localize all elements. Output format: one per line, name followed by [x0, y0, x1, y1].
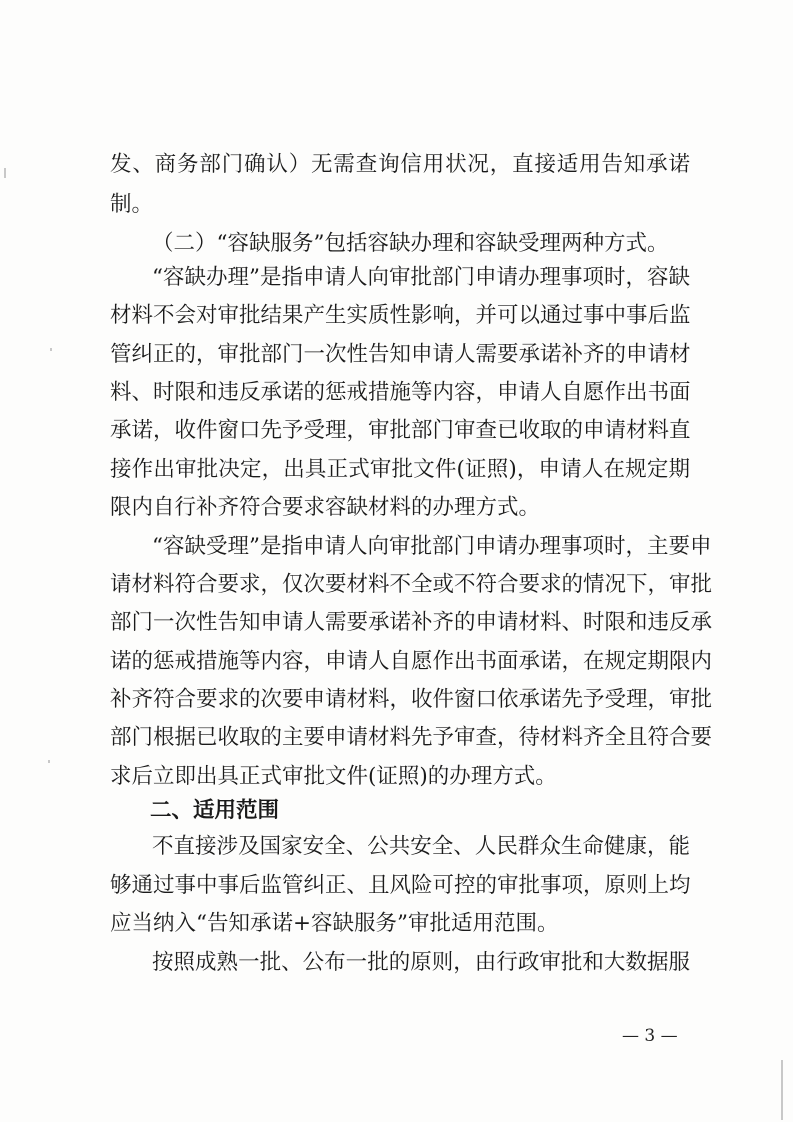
body-text-line: 发、商务部门确认）无需查询信用状况，直接适用告知承诺 [110, 152, 690, 177]
scan-edge-mark [4, 168, 6, 178]
body-text-line: 料、时限和违反承诺的惩戒措施等内容，申请人自愿作出书面 [110, 380, 691, 405]
scan-edge-mark [781, 1060, 783, 1120]
body-text-line: 求后立即出具正式审批文件(证照)的办理方式。 [110, 764, 557, 789]
body-text-line: 部门根据已收取的主要申请材料先予审查，待材料齐全且符合要 [110, 725, 713, 750]
scan-edge-mark [50, 348, 52, 351]
body-text-line: 承诺，收件窗口先予受理，审批部门审查已收取的申请材料直 [110, 418, 691, 443]
section-heading: 二、适用范围 [150, 798, 280, 823]
body-text-line: “容缺受理”是指申请人向审批部门申请办理事项时，主要申 [152, 534, 712, 559]
body-text-line: 补齐符合要求的次要申请材料，收件窗口依承诺先予受理，审批 [110, 687, 713, 712]
body-text-line: 管纠正的，审批部门一次性告知申请人需要承诺补齐的申请材 [110, 342, 691, 367]
body-text-line: 请材料符合要求，仅次要材料不全或不符合要求的情况下，审批 [110, 572, 713, 597]
body-text-line: 不直接涉及国家安全、公共安全、人民群众生命健康，能 [152, 834, 690, 859]
body-text-line: 限内自行补齐符合要求容缺材料的办理方式。 [110, 495, 541, 520]
body-text-line: 够通过事中事后监管纠正、且风险可控的审批事项，原则上均 [110, 873, 691, 898]
body-text-line: 诺的惩戒措施等内容，申请人自愿作出书面承诺，在规定期限内 [110, 649, 713, 674]
body-text-line: “容缺办理”是指申请人向审批部门申请办理事项时，容缺 [152, 265, 690, 290]
subheading-line: （二）“容缺服务”包括容缺办理和容缺受理两种方式。 [152, 231, 669, 256]
body-text-line: 材料不会对审批结果产生实质性影响，并可以通过事中事后监 [110, 303, 691, 328]
body-text-line: 应当纳入“告知承诺+容缺服务”审批适用范围。 [110, 911, 559, 936]
body-text-line: 部门一次性告知申请人需要承诺补齐的申请材料、时限和违反承 [110, 610, 713, 635]
page-number: — 3 — [622, 1026, 678, 1046]
scan-edge-mark [48, 760, 50, 763]
body-text-line: 制。 [110, 192, 154, 217]
body-text-line: 接作出审批决定，出具正式审批文件(证照)，申请人在规定期 [110, 457, 690, 482]
body-text-line: 按照成熟一批、公布一批的原则，由行政审批和大数据服 [152, 950, 690, 975]
